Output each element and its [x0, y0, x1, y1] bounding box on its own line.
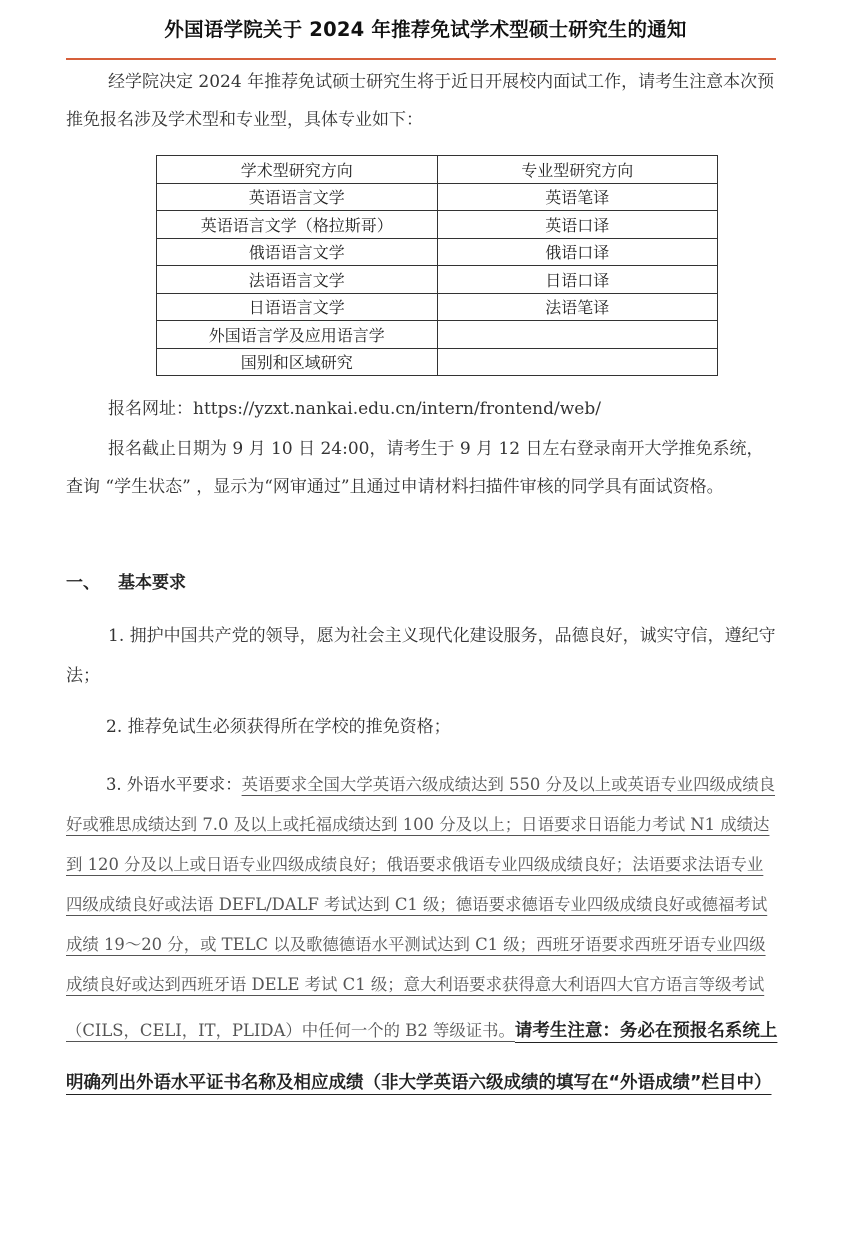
table-row [157, 348, 718, 376]
title-divider [66, 58, 776, 60]
requirement-1-text: 1. 拥护中国共产党的领导，愿为社会主义现代化建设服务，品德良好，诚实守信，遵纪守法； [66, 626, 776, 686]
attention-note: 请考生注意：务必在预报名系统上明确列出外语水平证书名称及相应成绩（非大学英语六级成绩的填写在“外语成绩”栏目中） [66, 1021, 778, 1093]
table-row [157, 293, 718, 321]
professional-cell: 俄语口译 [437, 238, 718, 266]
professional-cell: 法语笔译 [437, 293, 718, 321]
academic-cell: 日语语言文学 [157, 293, 438, 321]
page-title: 外国语学院关于 2024 年推荐免试学术型硕士研究生的通知 [164, 18, 687, 41]
deadline-paragraph [66, 430, 776, 506]
intro-paragraph [66, 63, 776, 139]
requirement-3 [66, 765, 778, 1109]
header-academic: 学术型研究方向 [157, 156, 438, 184]
header-professional: 专业型研究方向 [437, 156, 718, 184]
section-title: 基本要求 [118, 573, 186, 593]
academic-cell: 英语语言文学 [157, 183, 438, 211]
deadline-text: 报名截止日期为 9 月 10 日 24:00，请考生于 9 月 12 日左右登录南开大学推免系统，查询 “学生状态” ，显示为“网审通过”且通过申请材料扫描件审核的同学具有面试资格。 [66, 439, 764, 497]
professional-cell [437, 348, 718, 376]
requirement-2: 2. 推荐免试生必须获得所在学校的推免资格； [106, 717, 451, 737]
academic-cell: 外国语言学及应用语言学 [157, 321, 438, 349]
intro-text: 经学院决定 2024 年推荐免试硕士研究生将于近日开展校内面试工作，请考生注意本次预推免报名涉及学术型和专业型，具体专业如下： [66, 72, 775, 130]
professional-cell: 日语口译 [437, 266, 718, 294]
academic-cell: 国别和区域研究 [157, 348, 438, 376]
academic-cell: 俄语语言文学 [157, 238, 438, 266]
table-row [157, 321, 718, 349]
table-row [157, 238, 718, 266]
academic-cell: 法语语言文学 [157, 266, 438, 294]
requirement-3-lead: 3. 外语水平要求： [106, 775, 242, 794]
directions-table [156, 155, 718, 376]
signup-url[interactable]: 报名网址：https://yzxt.nankai.edu.cn/intern/frontend/web/ [108, 399, 601, 419]
table-row [157, 211, 718, 239]
professional-cell [437, 321, 718, 349]
section-number: 一、 [66, 573, 100, 593]
requirement-1 [66, 616, 776, 696]
professional-cell: 英语笔译 [437, 183, 718, 211]
language-requirements: 英语要求全国大学英语六级成绩达到 550 分及以上或英语专业四级成绩良好或雅思成绩达到 7.0 及以上或托福成绩达到 100 分及以上；日语要求日语能力考试 N1 成绩达到 120 分及以上或日语专业四级成绩良好；俄语要求俄语专业四级成绩良好；法语要求法语专业四级成绩良好或法语 DEFL/DALF 考试达到 C1 级；德语要求德语专业四级成绩良好或德福考试成绩 19～20 分，或 TELC 以及歌德德语水平测试达到 C1 级；西班牙语要求西班牙语专业四级成绩良好或达到西班牙语 DELE 考试 C1 级；意大利语要求获得意大利语四大官方语言等级考试（CILS，CELI，IT，PLIDA）中任何一个的 B2 等级证书。 [66, 775, 776, 1040]
section-heading [66, 566, 186, 600]
table-row [157, 266, 718, 294]
table-header-row [157, 156, 718, 184]
professional-cell: 英语口译 [437, 211, 718, 239]
table-row [157, 183, 718, 211]
academic-cell: 英语语言文学（格拉斯哥） [157, 211, 438, 239]
